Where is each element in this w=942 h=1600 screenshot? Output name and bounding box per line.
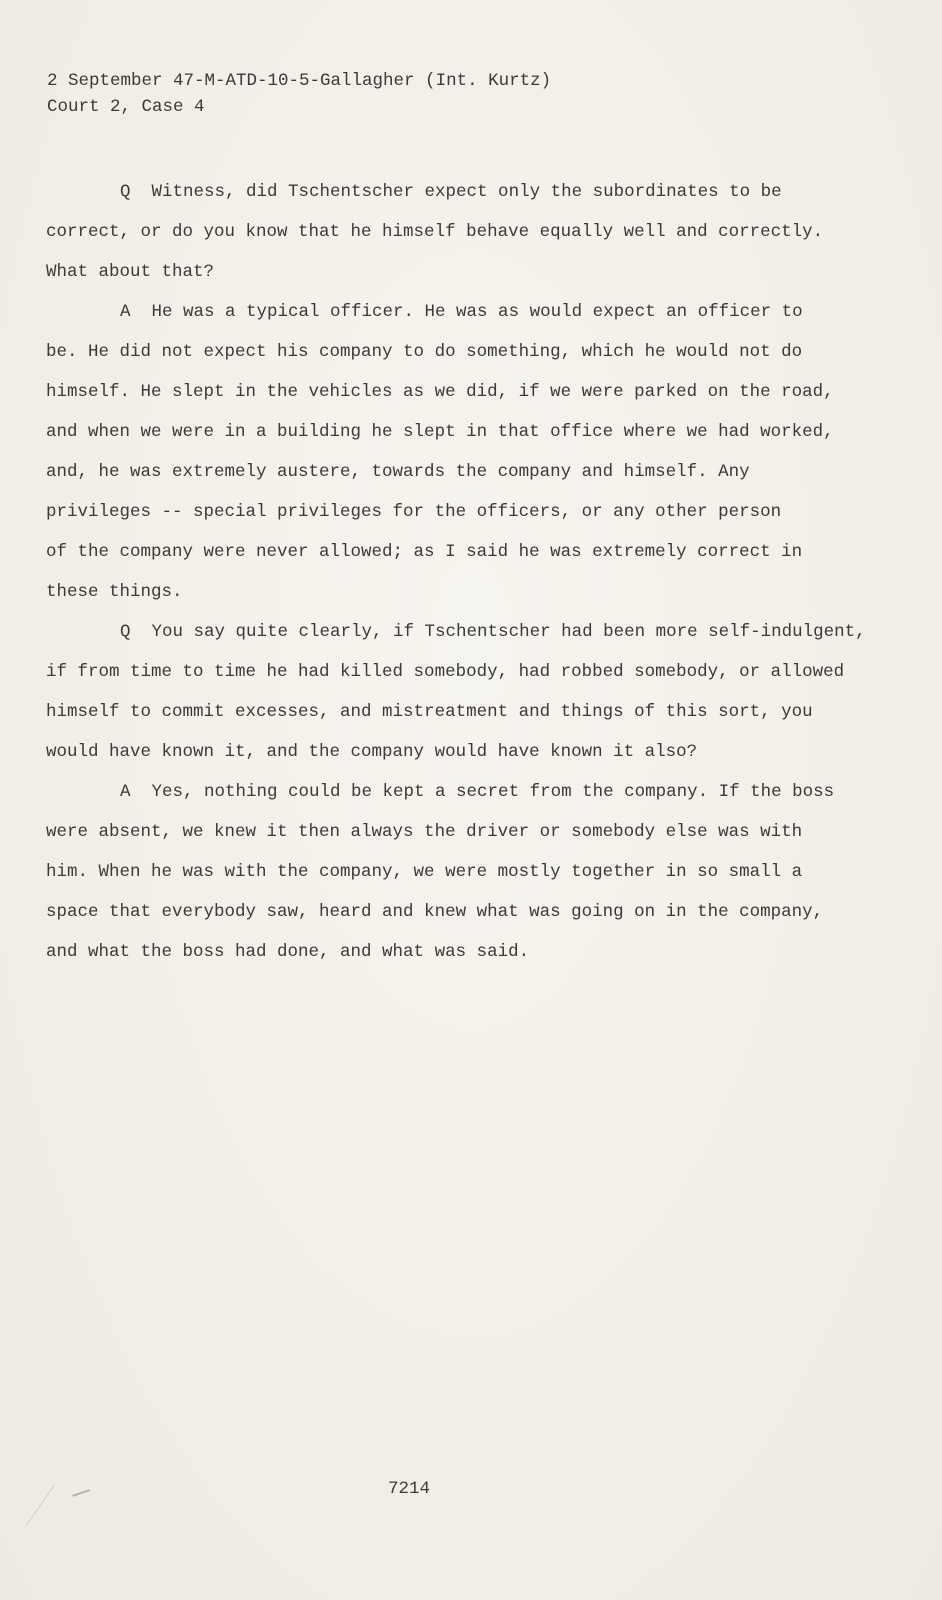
text-line: were absent, we knew it then always the driver or somebody else was with xyxy=(46,822,803,842)
text-line: correct, or do you know that he himself behave equally well and correctly. xyxy=(46,222,824,242)
text-line: these things. xyxy=(46,582,183,602)
text-line: and, he was extremely austere, towards the company and himself. Any xyxy=(46,462,750,482)
text-line: A Yes, nothing could be kept a secret from the company. If the boss xyxy=(120,782,835,802)
text-line: Q Witness, did Tschentscher expect only the subordinates to be xyxy=(120,182,782,202)
text-line: space that everybody saw, heard and knew what was going on in the company, xyxy=(46,902,824,922)
text-line: What about that? xyxy=(46,262,215,282)
text-line: of the company were never allowed; as I said he was extremely correct in xyxy=(46,542,803,562)
text-line: be. He did not expect his company to do something, which he would not do xyxy=(46,342,803,362)
transcript-paragraph xyxy=(46,292,926,612)
pen-mark xyxy=(26,1484,55,1526)
text-line: privileges -- special privileges for the officers, or any other person xyxy=(46,502,782,522)
page-number: 7214 xyxy=(388,1479,431,1499)
text-line: himself. He slept in the vehicles as we did, if we were parked on the road, xyxy=(46,382,834,402)
document-header xyxy=(47,68,551,120)
text-line: himself to commit excesses, and mistreatment and things of this sort, you xyxy=(46,702,813,722)
header-reference: 2 September 47-M-ATD-10-5-Gallagher (Int. Kurtz) xyxy=(47,71,552,91)
text-line: and what the boss had done, and what was said. xyxy=(46,942,530,962)
text-line: Q You say quite clearly, if Tschentscher had been more self-indulgent, xyxy=(120,622,866,642)
transcript-paragraph xyxy=(46,772,926,972)
text-line: him. When he was with the company, we were mostly together in so small a xyxy=(46,862,803,882)
transcript-body xyxy=(46,172,926,972)
header-court-case: Court 2, Case 4 xyxy=(47,97,205,117)
pen-mark xyxy=(72,1489,90,1496)
transcript-paragraph xyxy=(46,172,926,292)
text-line: A He was a typical officer. He was as would expect an officer to xyxy=(120,302,803,322)
text-line: and when we were in a building he slept in that office where we had worked, xyxy=(46,422,834,442)
text-line: if from time to time he had killed somebody, had robbed somebody, or allowed xyxy=(46,662,845,682)
text-line: would have known it, and the company would have known it also? xyxy=(46,742,698,762)
transcript-paragraph xyxy=(46,612,926,772)
